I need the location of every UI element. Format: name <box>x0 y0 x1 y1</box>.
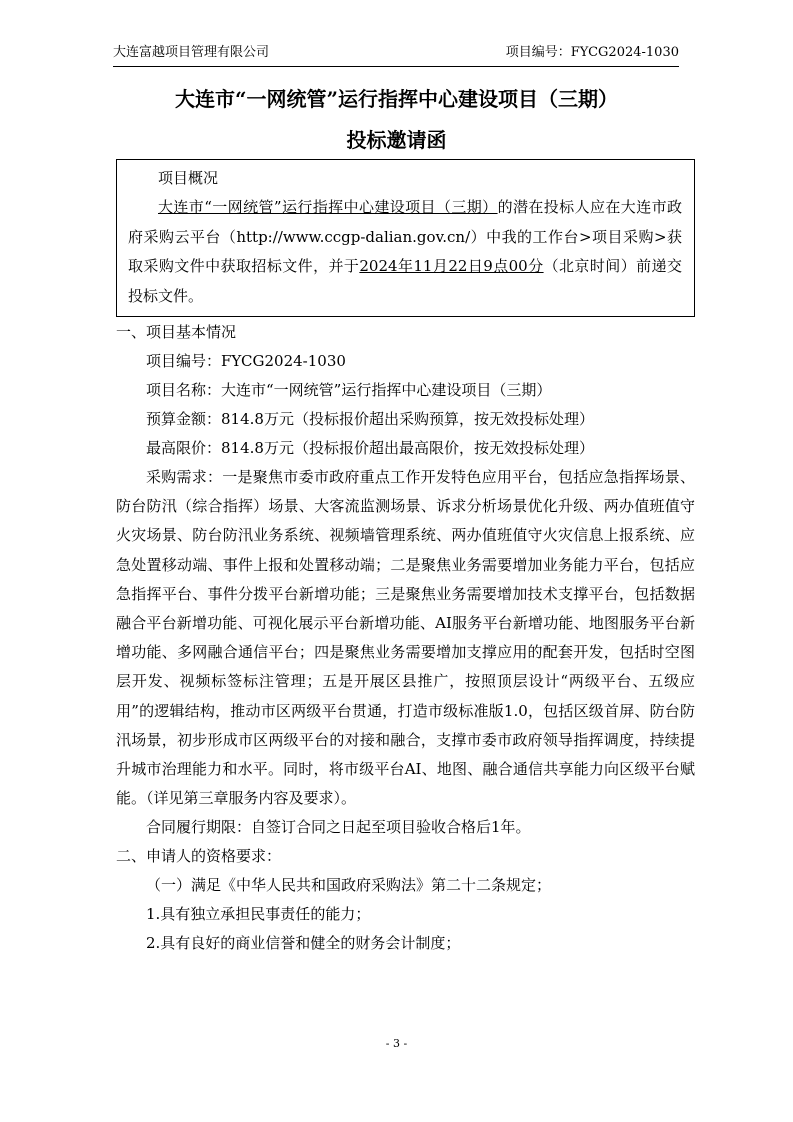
overview-text-b: （北京时间）前递交投标文件。 <box>128 257 682 305</box>
header-project-no: 项目编号：FYCG2024-1030 <box>505 45 679 60</box>
overview-heading: 项目概况 <box>158 169 219 187</box>
document-subtitle: 投标邀请函 <box>346 128 447 152</box>
page-header <box>113 42 679 67</box>
section1-requirements: 采购需求：一是聚焦市委市政府重点工作开发特色应用平台，包括应急指挥场景、防台防汛（综合指挥）场景、大客流监测场景、诉求分析场景优化升级、两办值班值守火灾场景、防台防汛业务系统、视频墙管理系统、两办值班值守火灾信息上报系统、应急处置移动端、事件上报和处置移动端；二是聚焦业务需要增加业务能力平台，包括应急指挥平台、事件分拨平台新增功能；三是聚焦业务需要增加技术支撑平台，包括数据融合平台新增功能、可视化展示平台新增功能、AI服务平台新增功能、地图服务平台新增功能、多网融合通信平台；四是聚焦业务需要增加支撑应用的配套开发，包括时空图层开发、视频标签标注管理；五是开展区县推广，按照顶层设计“两级平台、五级应用”的逻辑结构，推动市区两级平台贯通，打造市级标准版1.0，包括区级首屏、防台防汛场景，初步形成市区两级平台的对接和融合，支撑市委市政府领导指挥调度，持续提升城市治理能力和水平。同时，将市级平台AI、地图、融合通信共享能力向区级平台赋能。（详见第三章服务内容及要求）。 <box>116 468 695 808</box>
section2-item-1-1: 1.具有独立承担民事责任的能力； <box>146 905 371 924</box>
document-body <box>116 318 695 958</box>
section1-project-no: 项目编号：FYCG2024-1030 <box>146 352 346 370</box>
overview-box <box>116 159 695 317</box>
section2-item-1-2: 2.具有良好的商业信誉和健全的财务会计制度； <box>146 934 461 953</box>
overview-paragraph <box>117 193 696 311</box>
document-title: 大连市“一网统管”运行指挥中心建设项目（三期） <box>174 87 618 111</box>
section2-heading: 二、申请人的资格要求： <box>116 847 282 866</box>
page-number: - 3 - <box>385 1037 408 1050</box>
overview-deadline: 2024年11月22日9点00分 <box>359 257 544 275</box>
overview-project-name: 大连市“一网统管”运行指挥中心建设项目（三期） <box>158 198 498 216</box>
section1-budget: 预算金额：814.8万元（投标报价超出采购预算，按无效投标处理） <box>146 410 594 428</box>
section1-project-name: 项目名称：大连市“一网统管”运行指挥中心建设项目（三期） <box>146 381 552 399</box>
section1-heading: 一、项目基本情况 <box>116 323 237 341</box>
overview-text-a: 的潜在投标人应在大连市政府采购云平台（http://www.ccgp-dalian.gov.cn/）中我的工作台>项目采购>获取采购文件中获取招标文件，并于 <box>128 198 682 275</box>
section1-contract-period: 合同履行期限：自签订合同之日起至项目验收合格后1年。 <box>146 818 531 837</box>
section1-max-price: 最高限价：814.8万元（投标报价超出最高限价，按无效投标处理） <box>146 439 594 457</box>
header-company: 大连富越项目管理有限公司 <box>113 45 270 60</box>
section2-item-1: （一）满足《中华人民共和国政府采购法》第二十二条规定； <box>146 876 552 895</box>
